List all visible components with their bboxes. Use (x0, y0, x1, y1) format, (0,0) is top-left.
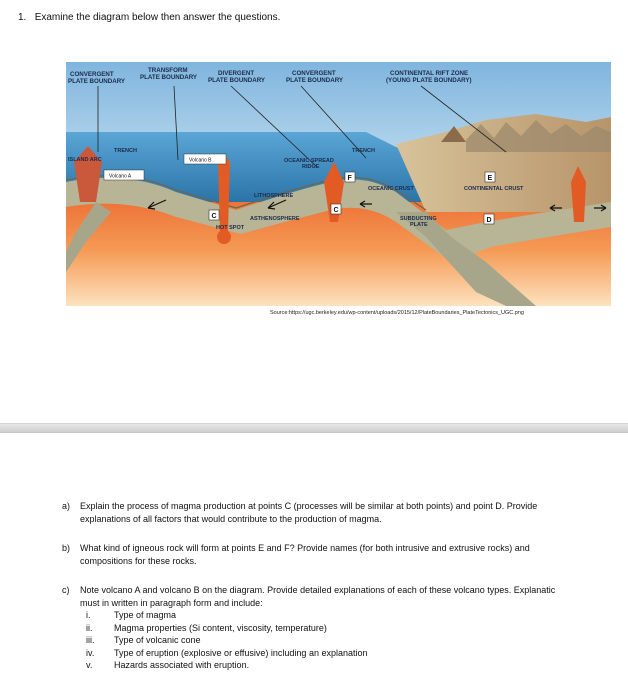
point-c-ridge: C (333, 207, 339, 214)
point-e: E (487, 175, 493, 182)
list-item: v. Hazards associated with eruption. (86, 660, 250, 670)
question-a-line2: explanations of all factors that would contribute to the production of magma. (80, 513, 382, 524)
question-a-line1: Explain the process of magma production at points C (processes will be similar at both points) and point D. Provide (80, 501, 538, 511)
label-divergent-1: DIVERGENT (218, 70, 255, 77)
label-rift-2: (YOUNG PLATE BOUNDARY) (386, 77, 472, 84)
question-b-label: b) (62, 543, 71, 553)
list-item: iv. Type of eruption (explosive or effusive) including an explanation (86, 647, 368, 658)
question-c-line2: must in written in paragraph form and include: (80, 597, 263, 608)
question-b-line1: What kind of igneous rock will form at points E and F? Provide names (for both intrusive and extrusive rocks) and (80, 543, 530, 553)
question-1-intro (18, 12, 280, 23)
question-number: 1. (18, 12, 27, 23)
label-volcano-b: Volcano B (189, 157, 212, 164)
point-c-hotspot: C (211, 213, 217, 220)
label-ridge-2: RIDGE (302, 164, 320, 170)
label-continental-crust: CONTINENTAL CRUST (464, 186, 524, 192)
label-rift-1: CONTINENTAL RIFT ZONE (390, 70, 469, 77)
label-convergent-right-2: PLATE BOUNDARY (286, 77, 344, 84)
list-item: iii. Type of volcanic cone (86, 635, 201, 645)
label-transform-2: PLATE BOUNDARY (140, 74, 198, 81)
label-island-arc: ISLAND ARC (68, 157, 102, 163)
label-trench-right: TRENCH (352, 148, 375, 154)
label-lithosphere: LITHOSPHERE (254, 193, 294, 199)
question-c (62, 584, 628, 672)
page-divider (0, 423, 628, 433)
label-ridge-1: OCEANIC SPREAD (284, 158, 334, 164)
hot-spot-plume (218, 154, 230, 232)
label-convergent-left-1: CONVERGENT (70, 71, 114, 78)
label-convergent-right-1: CONVERGENT (292, 70, 336, 77)
question-a (62, 500, 622, 525)
question-b-line2: compositions for these rocks. (80, 555, 197, 566)
label-oceanic-crust: OCEANIC CRUST (368, 186, 414, 192)
label-hot-spot: HOT SPOT (216, 225, 245, 231)
plate-boundaries-diagram (66, 62, 611, 306)
question-intro-text: Examine the diagram below then answer the questions. (34, 12, 281, 23)
label-subducting-1: SUBDUCTING (400, 216, 437, 222)
label-volcano-a: Volcano A (109, 173, 132, 180)
label-asthenosphere: ASTHENOSPHERE (250, 216, 300, 222)
question-a-label: a) (62, 501, 71, 511)
label-subducting-2: PLATE (410, 222, 428, 228)
point-f: F (347, 175, 352, 182)
list-item: i. Type of magma (86, 610, 177, 620)
label-divergent-2: PLATE BOUNDARY (208, 77, 266, 84)
label-convergent-left-2: PLATE BOUNDARY (68, 78, 126, 85)
question-c-line1: Note volcano A and volcano B on the diagram. Provide detailed explanations of each of these volcano types. Explanatic (80, 585, 556, 595)
source-citation: Source:https://ugc.berkeley.edu/wp-content/uploads/2015/12/PlateBoundaries_PlateTectonics_UGC.png (270, 310, 524, 316)
label-trench-left: TRENCH (114, 148, 137, 154)
list-item: ii. Magma properties (Si content, viscosity, temperature) (86, 622, 327, 633)
question-c-label: c) (62, 585, 70, 595)
point-d: D (486, 217, 492, 224)
question-b (62, 542, 622, 567)
label-transform-1: TRANSFORM (148, 67, 188, 74)
